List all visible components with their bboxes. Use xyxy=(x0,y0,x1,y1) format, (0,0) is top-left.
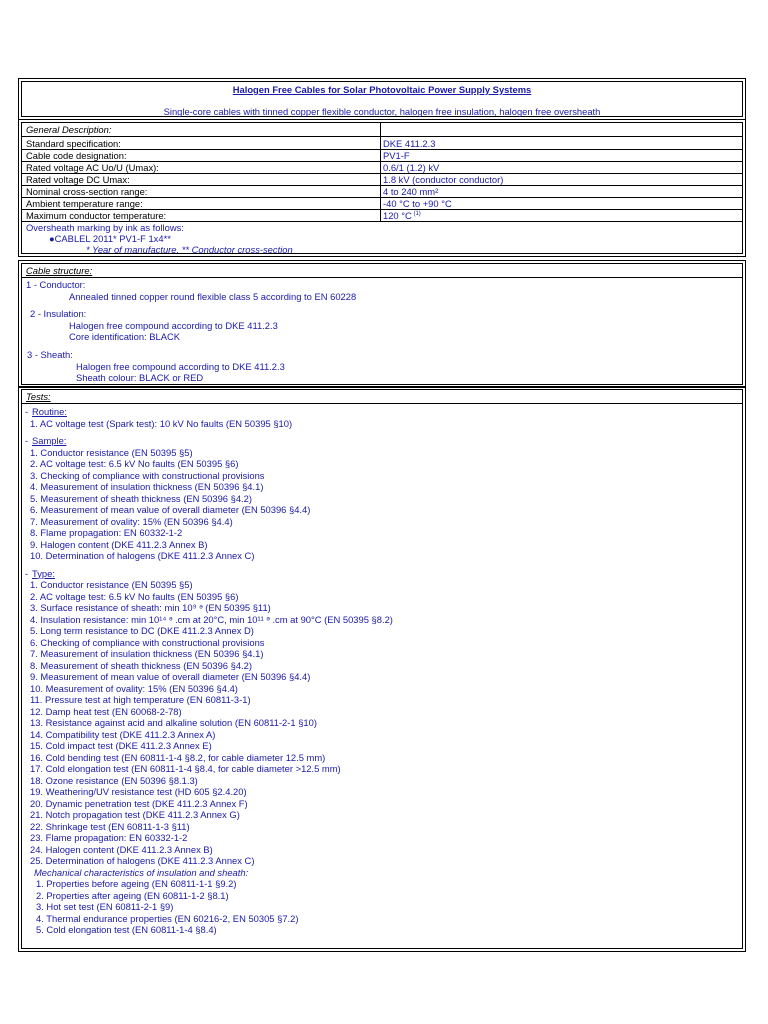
sample-test-item: 5. Measurement of sheath thickness (EN 50396 §4.2) xyxy=(30,492,252,504)
type-test-item: 19. Weathering/UV resistance test (HD 605 §2.4.20) xyxy=(30,786,247,797)
conductor-label: 1 - Conductor: xyxy=(26,279,86,290)
spec-value: 120 °C $^{(1)}$ xyxy=(383,210,421,221)
document-subtitle: Single-core cables with tinned copper flexible conductor, halogen free insulation, halogen free oversheath xyxy=(163,106,601,117)
spec-label: Ambient temperature range: xyxy=(26,198,143,209)
cable-structure-inner xyxy=(21,263,743,385)
sample-test-item: 9. Halogen content (DKE 411.2.3 Annex B) xyxy=(30,538,208,550)
spec-value: 1.8 kV (conductor conductor) xyxy=(383,174,504,185)
routine-label: Routine: xyxy=(32,406,67,417)
type-test-item: 20. Dynamic penetration test (DKE 411.2.3 Annex F) xyxy=(30,797,248,809)
sample-label: Sample: xyxy=(32,435,67,446)
spec-label: Rated voltage DC Umax: xyxy=(26,174,130,185)
insulation-text-2: Core identification: BLACK xyxy=(69,331,180,342)
type-test-item: 4. Insulation resistance: min 10¹⁴ ᵊ .cm at 20°C, min 10¹¹ ᵊ .cm at 90°C (EN 50395 §8.2) xyxy=(30,613,393,625)
type-test-item: 13. Resistance against acid and alkaline solution (EN 60811-2-1 §10) xyxy=(30,717,317,728)
routine-test-item: 1. AC voltage test (Spark test): 10 kV No faults (EN 50395 §10) xyxy=(30,417,293,429)
routine-dash: - xyxy=(25,406,29,417)
sheath-text-2: Sheath colour: BLACK or RED xyxy=(76,372,204,383)
tests-box xyxy=(18,386,746,952)
type-test-item: 25. Determination of halogens (DKE 411.2.3 Annex C) xyxy=(30,855,255,866)
insulation-text-1: Halogen free compound according to DKE 411.2.3 xyxy=(69,320,278,331)
spec-label: Nominal cross-section range: xyxy=(26,186,148,197)
spec-value: PV1-F xyxy=(383,150,410,161)
mechanical-test-item: 4. Thermal endurance properties (EN 60216-2, EN 50305 §7.2) xyxy=(36,912,299,924)
spec-label: Cable code designation: xyxy=(26,150,127,161)
sample-test-item: 7. Measurement of ovality: 15% (EN 50396 §4.4) xyxy=(30,515,233,527)
type-test-item: 3. Surface resistance of sheath: min 10⁹ ᵊ (EN 50395 §11) xyxy=(30,602,271,613)
document-title: Halogen Free Cables for Solar Photovoltaic Power Supply Systems xyxy=(232,84,532,95)
spec-value: 4 to 240 mm² xyxy=(383,186,439,197)
type-test-item: 23. Flame propagation: EN 60332-1-2 xyxy=(30,832,188,843)
sheath-label: 3 - Sheath: xyxy=(27,349,73,360)
type-test-item: 5. Long term resistance to DC (DKE 411.2.3 Annex D) xyxy=(30,625,254,636)
type-test-item: 8. Measurement of sheath thickness (EN 50396 §4.2) xyxy=(30,659,252,671)
sample-test-item: 10. Determination of halogens (DKE 411.2.3 Annex C) xyxy=(30,550,255,561)
mechanical-test-item: 2. Properties after ageing (EN 60811-1-2 §8.1) xyxy=(36,889,229,901)
title-box-inner xyxy=(21,81,743,117)
marking-example: ●CABLEL 2011* PV1-F 1x4** xyxy=(49,233,171,244)
sample-test-item: 1. Conductor resistance (EN 50395 §5) xyxy=(30,446,193,458)
spec-label: Maximum conductor temperature: xyxy=(26,210,167,221)
mechanical-test-item: 3. Hot set test (EN 60811-2-1 §9) xyxy=(36,901,174,912)
spec-value: -40 °C to +90 °C xyxy=(383,198,452,209)
structure-heading: Cable structure: xyxy=(26,265,93,276)
insulation-label: 2 - Insulation: xyxy=(30,308,87,319)
general-description-box xyxy=(18,119,746,257)
sample-dash: - xyxy=(25,435,29,446)
type-test-item: 24. Halogen content (DKE 411.2.3 Annex B) xyxy=(30,843,213,855)
spec-value: 0.6/1 (1.2) kV xyxy=(383,162,440,173)
type-test-item: 6. Checking of compliance with constructional provisions xyxy=(30,636,265,648)
footnote-marker: (1) xyxy=(411,210,421,217)
type-test-item: 9. Measurement of mean value of overall diameter (EN 50396 §4.4) xyxy=(30,671,311,682)
type-test-item: 1. Conductor resistance (EN 50395 §5) xyxy=(30,579,193,590)
type-test-item: 7. Measurement of insulation thickness (EN 50396 §4.1) xyxy=(30,648,264,659)
general-heading: General Description: xyxy=(26,124,112,135)
sample-test-item: 2. AC voltage test: 6.5 kV No faults (EN 50395 §6) xyxy=(30,458,239,469)
spec-label: Standard specification: xyxy=(26,138,121,149)
title-box xyxy=(18,78,746,120)
mechanical-test-item: 5. Cold elongation test (EN 60811-1-4 §8.4) xyxy=(36,924,217,935)
marking-label: Oversheath marking by ink as follows: xyxy=(26,222,184,233)
type-test-item: 21. Notch propagation test (DKE 411.2.3 Annex G) xyxy=(30,809,240,820)
conductor-text: Annealed tinned copper round flexible class 5 according to EN 60228 xyxy=(69,291,357,302)
sample-test-item: 8. Flame propagation: EN 60332-1-2 xyxy=(30,527,183,538)
type-test-item: 11. Pressure test at high temperature (EN 60811-3-1) xyxy=(30,694,251,705)
type-test-item: 16. Cold bending test (EN 60811-1-4 §8.2, for cable diameter 12.5 mm) xyxy=(30,751,326,763)
type-test-item: 10. Measurement of ovality: 15% (EN 50396 §4.4) xyxy=(30,682,238,694)
type-test-item: 18. Ozone resistance (EN 50396 §8.1.3) xyxy=(30,774,198,786)
type-dash: - xyxy=(25,567,29,579)
general-description-inner xyxy=(21,122,743,254)
cable-structure-box xyxy=(18,260,746,388)
type-test-item: 15. Cold impact test (DKE 411.2.3 Annex E) xyxy=(30,740,212,751)
type-test-item: 14. Compatibility test (DKE 411.2.3 Annex A) xyxy=(30,728,216,740)
spec-value: DKE 411.2.3 xyxy=(383,138,436,149)
type-test-item: 2. AC voltage test: 6.5 kV No faults (EN 50395 §6) xyxy=(30,590,239,602)
mechanical-label: Mechanical characteristics of insulation and sheath: xyxy=(34,866,249,878)
sample-test-item: 4. Measurement of insulation thickness (EN 50396 §4.1) xyxy=(30,481,264,492)
mechanical-test-item: 1. Properties before ageing (EN 60811-1-1 §9.2) xyxy=(36,878,237,889)
type-test-item: 22. Shrinkage test (EN 60811-1-3 §11) xyxy=(30,820,190,832)
type-label: Type: xyxy=(32,567,55,579)
type-test-item: 12. Damp heat test (EN 60068-2-78) xyxy=(30,705,182,717)
tests-heading: Tests: xyxy=(26,391,51,402)
type-test-item: 17. Cold elongation test (EN 60811-1-4 §8.4, for cable diameter >12.5 mm) xyxy=(30,763,341,774)
sheath-text-1: Halogen free compound according to DKE 411.2.3 xyxy=(76,361,285,372)
sample-test-item: 6. Measurement of mean value of overall diameter (EN 50396 §4.4) xyxy=(30,504,311,515)
sample-test-item: 3. Checking of compliance with constructional provisions xyxy=(30,469,265,481)
marking-note: * Year of manufacture, ** Conductor cross-section xyxy=(86,244,293,255)
spec-label: Rated voltage AC Uo/U (Umax): xyxy=(26,162,159,173)
tests-inner xyxy=(21,389,743,949)
